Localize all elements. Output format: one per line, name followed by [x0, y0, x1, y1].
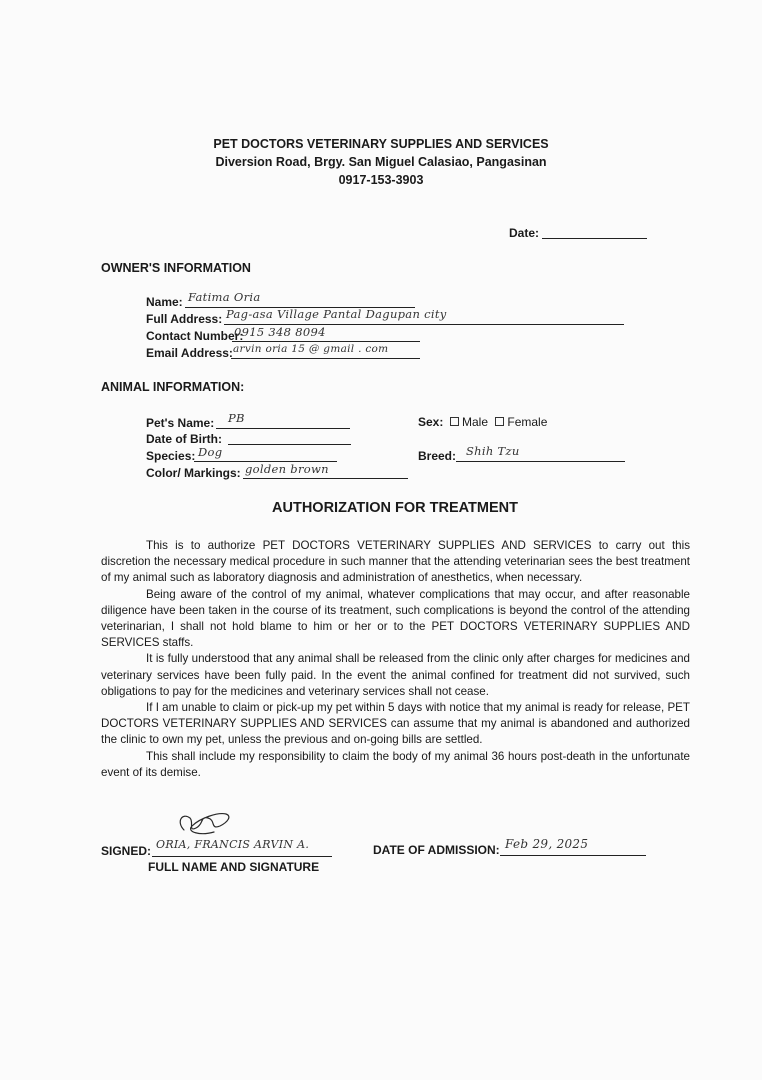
sex-label: Sex: — [418, 415, 444, 429]
owner-name-value[interactable]: Fatima Oria — [188, 290, 261, 304]
signed-label: SIGNED: — [101, 844, 152, 858]
authorization-title: AUTHORIZATION FOR TREATMENT — [272, 500, 518, 516]
owner-name-label: Name: — [146, 295, 183, 309]
admission-line — [500, 855, 646, 856]
female-checkbox[interactable] — [495, 417, 504, 426]
pet-name-line — [216, 428, 350, 429]
animal-heading: ANIMAL INFORMATION: — [101, 380, 245, 394]
paragraph-4: If I am unable to claim or pick-up my pet within 5 days with notice that my animal is ready for release, PET DOCTORS VETERINARY SUPPLIES AND SERVICES can assume that my animal is abandoned and authorized the clinic to own my pet, unless the previous and on-going bills are settled. — [101, 701, 690, 747]
owner-heading: OWNER'S INFORMATION — [101, 261, 251, 275]
owner-email-value[interactable]: arvin oria 15 @ gmail . com — [233, 343, 389, 355]
owner-contact-value[interactable]: 0915 348 8094 — [234, 325, 326, 339]
sex-options — [446, 415, 547, 429]
signed-line — [152, 856, 332, 857]
paragraph-3: It is fully understood that any animal shall be released from the clinic only after charges for medicines and veterinary services have been fully paid. In the event the animal confined for treatment did not survived, such obligations to pay for the medicines and veterinary services shall not cease. — [101, 652, 690, 698]
color-label: Color/ Markings: — [146, 466, 241, 480]
owner-address-label: Full Address: — [146, 312, 223, 326]
species-label: Species: — [146, 449, 196, 463]
owner-email-line — [231, 358, 420, 359]
owner-contact-label: Contact Number: — [146, 329, 244, 343]
pet-name-value[interactable]: PB — [228, 411, 245, 425]
breed-value[interactable]: Shih Tzu — [466, 444, 520, 458]
clinic-phone: 0917-153-3903 — [338, 173, 424, 187]
color-line — [243, 478, 408, 479]
female-label: Female — [507, 415, 548, 429]
authorization-body — [101, 538, 690, 781]
admission-label: DATE OF ADMISSION: — [373, 843, 500, 857]
dob-line — [228, 444, 351, 445]
signed-value[interactable]: ORIA, FRANCIS ARVIN A. — [156, 838, 310, 851]
breed-line — [456, 461, 625, 462]
clinic-name: PET DOCTORS VETERINARY SUPPLIES AND SERVICES — [213, 137, 549, 151]
clinic-address: Diversion Road, Brgy. San Miguel Calasiao, Pangasinan — [215, 155, 547, 169]
date-line — [542, 238, 647, 239]
dob-label: Date of Birth: — [146, 432, 222, 446]
owner-email-label: Email Address: — [146, 346, 233, 360]
color-value[interactable]: golden brown — [245, 462, 329, 476]
paragraph-1: This is to authorize PET DOCTORS VETERINARY SUPPLIES AND SERVICES to carry out this discretion the necessary medical procedure in such manner that the attending veterinarian sees the best treatment of my animal such as laboratory diagnosis and administration of anesthetics, when necessary. — [101, 539, 690, 585]
date-label: Date: — [509, 226, 540, 240]
male-checkbox[interactable] — [450, 417, 459, 426]
breed-label: Breed: — [418, 449, 457, 463]
admission-value[interactable]: Feb 29, 2025 — [505, 837, 589, 851]
pet-name-label: Pet's Name: — [146, 416, 215, 430]
signature-caption: FULL NAME AND SIGNATURE — [148, 860, 320, 874]
paragraph-2: Being aware of the control of my animal, whatever complications that may occur, and after reasonable diligence have been taken in the course of its treatment, such complications is beyond the control of the attending veterinarian, I shall not hold blame to him or her or to the PET DOCTORS VETERINARY SUPPLIES AND SERVICES staffs. — [101, 587, 690, 650]
male-label: Male — [462, 415, 489, 429]
owner-address-value[interactable]: Pag-asa Village Pantal Dagupan city — [226, 307, 447, 321]
owner-contact-line — [232, 341, 420, 342]
species-value[interactable]: Dog — [198, 445, 223, 459]
paragraph-5: This shall include my responsibility to claim the body of my animal 36 hours post-death in the unfortunate event of its demise. — [101, 749, 690, 779]
